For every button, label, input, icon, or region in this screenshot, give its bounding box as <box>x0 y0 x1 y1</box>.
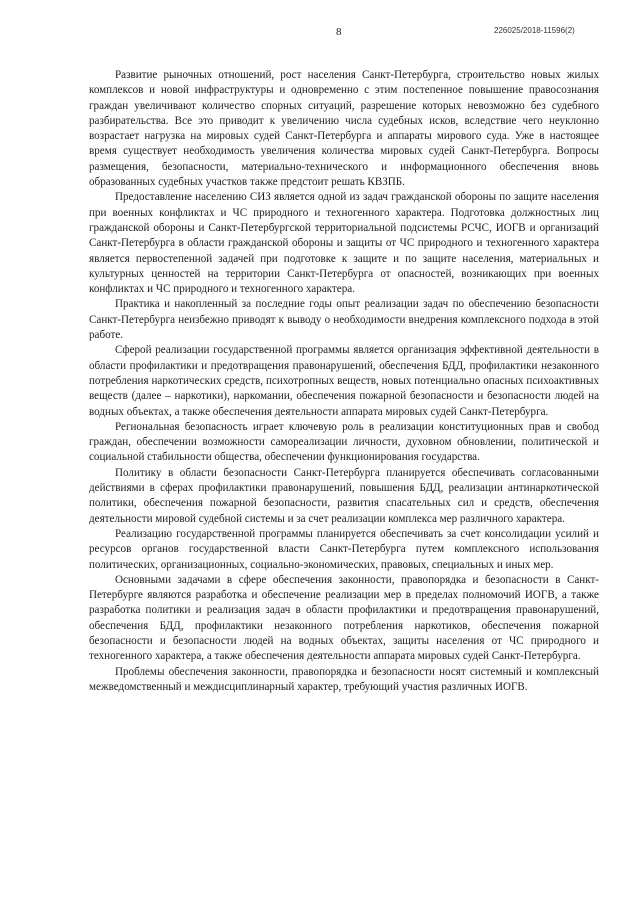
paragraph: Развитие рыночных отношений, рост населения Санкт-Петербурга, строительство новых жилых комплексов и новой инфраструктуры и одновременно с этим постепенное повышение правосознания граждан увеличивают количество спорных ситуаций, разрешение которых невозможно без судебного разбирательства. Все это приводит к увеличению числа судебных исков, вследствие чего неуклонно возрастает нагрузка на мировых судей Санкт-Петербурга и аппараты мирового суда. Уже в настоящее время существует необходимость увеличения количества мировых судей Санкт-Петербурга. Вопросы размещения, безопасности, материально-технического и информационного обеспечения вновь образованных судебных участков также предстоит решать КВЗПБ. <box>89 69 599 189</box>
page-number: 8 <box>336 26 342 38</box>
paragraph: Реализацию государственной программы планируется обеспечивать за счет консолидации усилий и ресурсов органов государственной власти Санкт-Петербурга путем комплексного использования политических, организационных, социально-экономических, правовых, специальных и иных мер. <box>89 527 599 571</box>
paragraph: Практика и накопленный за последние годы опыт реализации задач по обеспечению безопасности Санкт-Петербурга неизбежно приводят к выводу о необходимости внедрения комплексного подхода в этой работе. <box>89 298 599 342</box>
body-text <box>89 68 599 695</box>
paragraph: Основными задачами в сфере обеспечения законности, правопорядка и безопасности в Санкт-Петербурге являются разработка и обеспечение реализации мер в пределах полномочий ИОГВ, а также разработка политики и реализация задач в области профилактики и предотвращения правонарушений, обеспечения БДД, профилактики незаконного потребления наркотиков, обеспечения пожарной безопасности и безопасности людей на водных объектах, защиты населения от ЧС природного и техногенного характера, а также обеспечения деятельности аппарата мировых судей Санкт-Петербурга. <box>89 573 599 663</box>
paragraph: Региональная безопасность играет ключевую роль в реализации конституционных прав и свобод граждан, обеспечении возможности самореализации личности, духовном обновлении, политической и социальной стабильности общества, обеспечении функционирования государства. <box>89 420 599 464</box>
paragraph: Сферой реализации государственной программы является организация эффективной деятельности в области профилактики и предотвращения правонарушений, обеспечения БДД, профилактики незаконного потребления наркотических средств, психотропных веществ, новых потенциально опасных психоактивных веществ (далее – наркотики), наркомании, обеспечения пожарной безопасности и безопасности людей на водных объектах, а также обеспечения деятельности аппарата мировых судей Санкт-Петербурга. <box>89 344 599 418</box>
document-id: 226025/2018-11596(2) <box>494 26 575 35</box>
paragraph: Политику в области безопасности Санкт-Петербурга планируется обеспечивать согласованными действиями в сферах профилактики правонарушений, повышения БДД, реализации антинаркотической политики, обеспечения пожарной безопасности, развития спасательных сил и средств, обеспечения деятельности мировой судебной системы и за счет реализации комплекса мер различного характера. <box>89 466 599 525</box>
paragraph: Проблемы обеспечения законности, правопорядка и безопасности носят системный и комплексный межведомственный и междисциплинарный характер, требующий участия различных ИОГВ. <box>89 665 599 693</box>
paragraph: Предоставление населению СИЗ является одной из задач гражданской обороны по защите населения при военных конфликтах и ЧС природного и техногенного характера. Подготовка должностных лиц гражданской обороны и Санкт-Петербургской территориальной подсистемы РСЧС, ИОГВ и организаций Санкт-Петербурга в области гражданской обороны и защиты от ЧС природного и техногенного характера является первостепенной задачей при подготовке к защите и по защите населения, материальных и культурных ценностей на территории Санкт-Петербурга от опасностей, возникающих при военных конфликтах и ЧС природного и техногенного характера. <box>89 191 599 296</box>
